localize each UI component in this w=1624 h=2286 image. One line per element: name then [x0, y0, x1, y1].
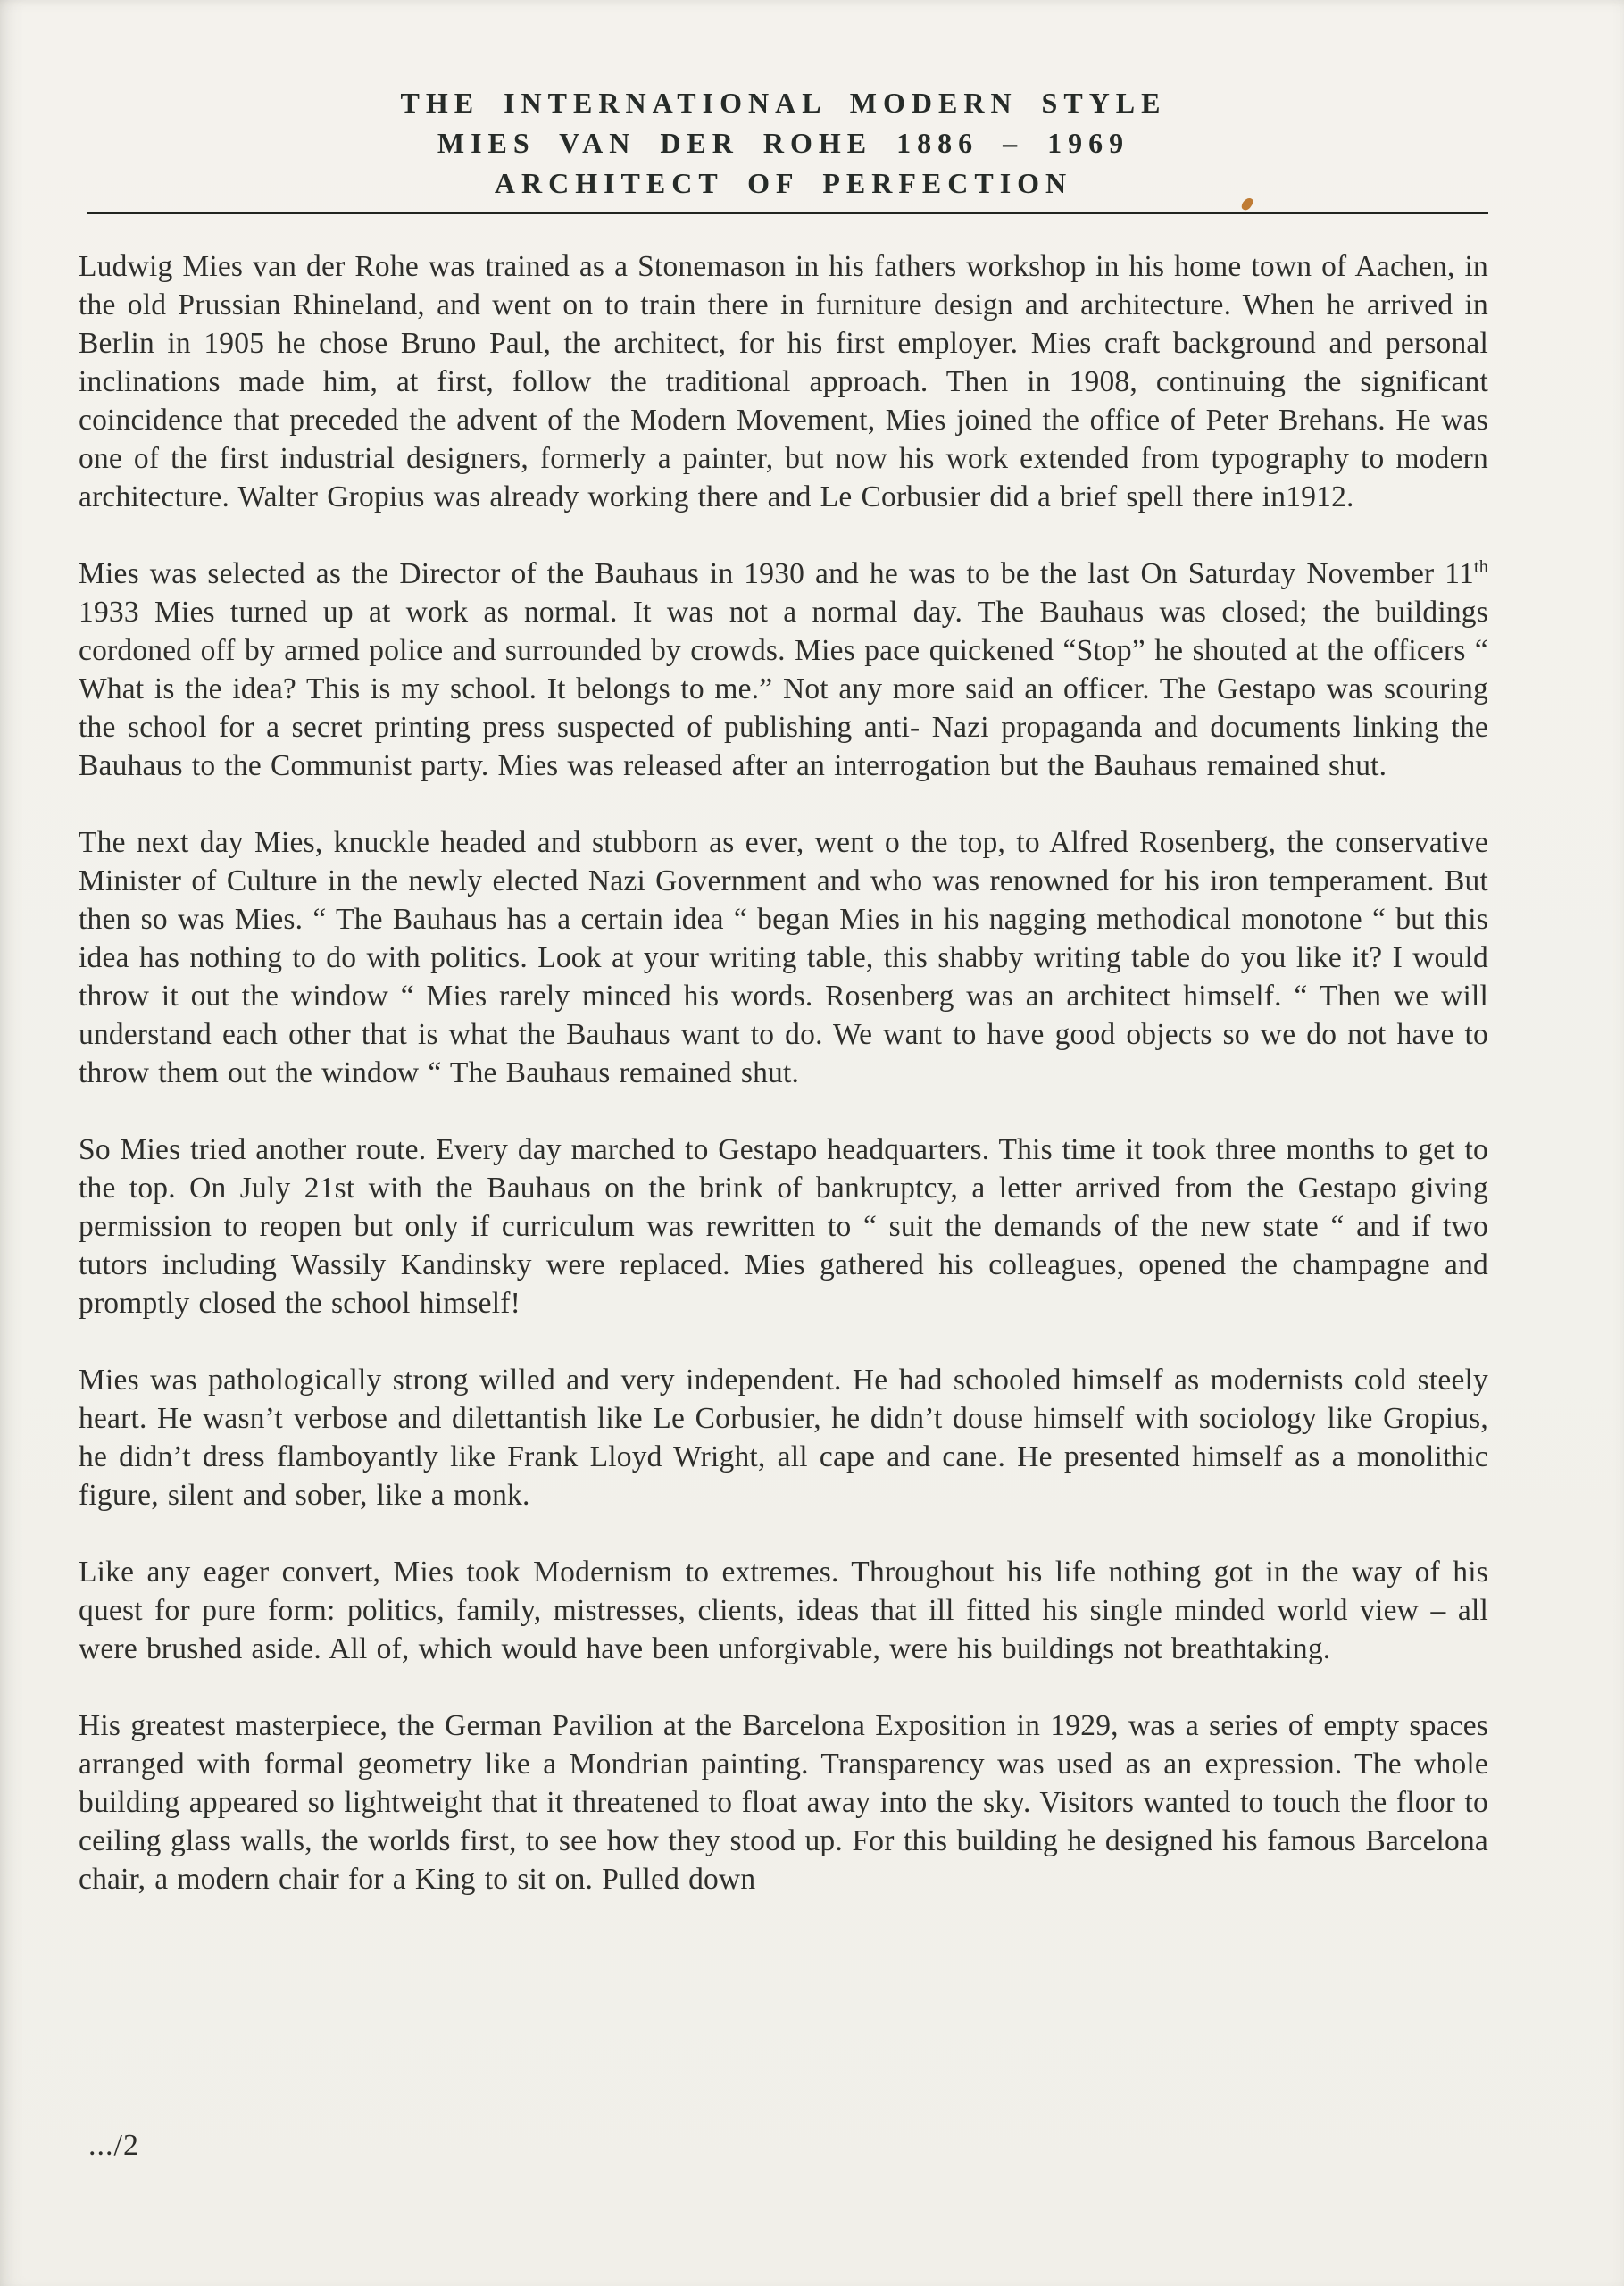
document-body	[79, 247, 1488, 1898]
title-line-2: MIES VAN DER ROHE 1886 – 1969	[437, 127, 1130, 159]
paragraph-7: His greatest masterpiece, the German Pavilion at the Barcelona Exposition in 1929, was a series of empty spaces arranged with formal geometry like a Mondrian painting. Transparency was used as an expression. The whole building appeared so lightweight that it threatened to float away into the sky. Visitors wanted to touch the floor to ceiling glass walls, the worlds first, to see how they stood up. For this building he designed his famous Barcelona chair, a modern chair for a King to sit on. Pulled down	[79, 1709, 1488, 1896]
paragraph-5: Mies was pathologically strong willed and very independent. He had schooled himself as modernists cold steely heart. He wasn’t verbose and dilettantish like Le Corbusier, he didn’t douse himself with sociology like Gropius, he didn’t dress flamboyantly like Frank Lloyd Wright, all cape and cane. He presented himself as a monolithic figure, silent and sober, like a monk.	[79, 1364, 1488, 1512]
paragraph-2-text-after: 1933 Mies turned up at work as normal. It was not a normal day. The Bauhaus was closed; the buildings cordoned off by armed police and surrounded by crowds. Mies pace quickened “Stop” he shouted at the officers “ What is the idea? This is my school. It belongs to me.” Not any more said an officer. The Gestapo was scouring the school for a secret printing press suspected of publishing anti- Nazi propaganda and documents linking the Bauhaus to the Communist party. Mies was released after an interrogation but the Bauhaus remained shut.	[79, 596, 1488, 782]
paragraph-6: Like any eager convert, Mies took Modernism to extremes. Throughout his life nothing got in the way of his quest for pure form: politics, family, mistresses, clients, ideas that ill fitted his single minded world view – all were brushed aside. All of, which would have been unforgivable, were his buildings not breathtaking.	[79, 1556, 1488, 1665]
title-line-3: ARCHITECT OF PERFECTION	[494, 167, 1073, 199]
page-continuation-marker: .../2	[88, 2129, 139, 2162]
paragraph-1: Ludwig Mies van der Rohe was trained as a Stonemason in his fathers workshop in his home town of Aachen, in the old Prussian Rhineland, and went on to train there in furniture design and architecture. When he arrived in Berlin in 1905 he chose Bruno Paul, the architect, for his first employer. Mies craft background and personal inclinations made him, at first, follow the traditional approach. Then in 1908, continuing the significant coincidence that preceded the advent of the Modern Movement, Mies joined the office of Peter Brehans. He was one of the first industrial designers, formerly a painter, but now his work extended from typography to modern architecture. Walter Gropius was already working there and Le Corbusier did a brief spell there in1912.	[79, 250, 1488, 513]
document-header	[79, 83, 1488, 204]
header-rule-container	[79, 212, 1488, 214]
paragraph-4: So Mies tried another route. Every day marched to Gestapo headquarters. This time it took three months to get to the top. On July 21st with the Bauhaus on the brink of bankruptcy, a letter arrived from the Gestapo giving permission to reopen but only if curriculum was rewritten to “ suit the demands of the new state “ and if two tutors including Wassily Kandinsky were replaced. Mies gathered his colleagues, opened the champagne and promptly closed the school himself!	[79, 1133, 1488, 1320]
header-rule	[87, 212, 1488, 214]
paragraph-2	[79, 555, 1488, 785]
paragraph-3: The next day Mies, knuckle headed and stubborn as ever, went o the top, to Alfred Rosenberg, the conservative Minister of Culture in the newly elected Nazi Government and who was renowned for his iron temperament. But then so was Mies. “ The Bauhaus has a certain idea “ began Mies in his nagging methodical monotone “ but this idea has nothing to do with politics. Look at your writing table, this shabby writing table do you like it? I would throw it out the window “ Mies rarely minced his words. Rosenberg was an architect himself. “ Then we will understand each other that is what the Bauhaus want to do. We want to have good objects so we do not have to throw them out the window “ The Bauhaus remained shut.	[79, 826, 1488, 1089]
paragraph-2-text-before: Mies was selected as the Director of the Bauhaus in 1930 and he was to be the last On Saturday November 11	[79, 557, 1474, 590]
ordinal-superscript: th	[1473, 556, 1488, 577]
title-line-1: THE INTERNATIONAL MODERN STYLE	[400, 87, 1167, 119]
